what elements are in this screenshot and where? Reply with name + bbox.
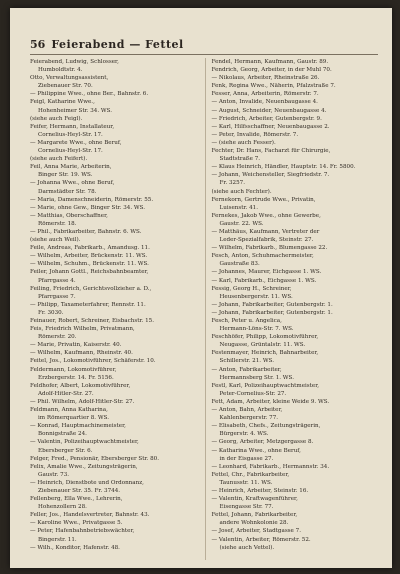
entry-continuation-line: Binger Str. 19. WS. [38,172,93,179]
entry-line: Feierabend, Ludwig, Schlosser, [30,59,119,65]
directory-entry [30,455,197,463]
directory-entry [212,317,379,333]
directory-entry [30,123,197,139]
entry-continuation-line: Gaustraße 83. [219,261,260,268]
entry-continuation-line: Kahlenbergerstr. 77. [219,415,279,422]
entry-line: Fesch, Peter u. Angelica, [211,318,282,324]
entry-continuation-line: im Römerquartier 8. WS. [38,415,110,422]
entry-line: — Maria, Damenschneiderin, Römerstr. 55. [30,196,154,203]
entry-line: — Johanna Wwe., ohne Beruf, [30,180,115,187]
entry-line: Feiler, Johann Gottl., Reichsbahnbeamter, [30,269,149,276]
entry-line: — Karoline Wwe., Privatgasse 5. [30,520,123,527]
directory-entry [212,90,379,98]
directory-entry [30,285,197,301]
directory-entry [212,163,379,171]
entry-line: Fernekes, Jakob Wwe., ohne Gewerbe, [211,212,321,219]
directory-entry [30,98,197,114]
entry-line: — Elisabeth, Chefs., Zeitungsträgerin, [211,423,321,430]
entry-line: — Heinrich, Dienstbote und Ordonnanz, [30,479,144,486]
directory-entry [212,349,379,365]
entry-line: (siehe auch Fechter). [211,188,272,195]
directory-entry [212,406,379,422]
entry-continuation-line: andere Wohnkolonie 28. [219,520,289,527]
directory-entry [212,301,379,309]
directory-entry [212,196,379,212]
directory-entry [212,131,379,139]
entry-continuation-line: Gaustr. 22. WS. [219,220,264,227]
directory-entry [30,544,197,552]
directory-entry [30,438,197,454]
entry-line: Feiling, Friedrich, Gerichtsvollzieher a. D., [30,285,152,292]
entry-continuation-line: Hermannsberg Str. 1. WS. [219,374,294,381]
directory-entry [30,527,197,543]
directory-entry [212,487,379,495]
directory-entry [30,519,197,527]
entry-line: — Valentin, Kraftwagenführer, [211,496,298,503]
entry-line: — Johann, Weichensteller, Siegfriedstr. 7. [211,172,330,179]
directory-entry [30,90,197,98]
directory-entry [30,260,197,268]
entry-line: — Margarete Wwe., ohne Beruf, [30,139,122,146]
entry-line: — August, Schneider, Neuenbaugasse 4. [211,107,327,114]
entry-line: Feldmann, Anna Katharina, [30,407,108,414]
directory-entry [212,123,379,131]
directory-entry [212,268,379,276]
running-title: Feierabend — Fettel [51,38,184,51]
entry-continuation-line: Bonnigstraße 24. [38,431,87,438]
entry-continuation-line: Fr. 3257. [219,180,246,187]
entry-line: Feifer, Hermann, Installateur, [30,123,115,130]
directory-entry [212,212,379,228]
entry-line: — Philipp, Taxameterfahrer, Rennstr. 11. [30,301,146,308]
entry-line: Felger, Fred., Pensionär, Ebersberger Str. 80. [30,455,159,462]
directory-entry [212,171,379,187]
entry-line: — Karl, Hilfsschaffner, Neuenbaugasse 2. [211,123,330,130]
entry-line: Festenmayer, Heinrich, Bahnarbeiter, [211,350,319,357]
directory-entry [212,309,379,317]
entry-continuation-line: Erzbergerstr. 14. Fr. 5156. [38,374,114,381]
directory-entry [30,495,197,511]
entry-continuation-line: Gaustr. 73. [38,471,70,478]
directory-entry [30,479,197,495]
entry-continuation-line: Adolf-Hitler-Str. 27. [38,390,94,397]
entry-continuation-line: Cornelius-Heyl-Str. 17. [38,148,103,155]
entry-continuation-line: Stadtstraße 7. [219,156,261,163]
directory-entry [212,527,379,535]
directory-page [10,8,392,568]
directory-entry [30,204,197,212]
entry-line: Fechter, Dr. Hans, Facharzt für Chirurgie, [211,148,331,155]
entry-line: Feinauer, Robert, Schreiner, Eisbachstr. 15. [30,318,154,324]
entry-continuation-line: Bürgerstr. 4. WS. [219,431,269,438]
entry-line: — Heinrich, Arbeiter, Steinstr. 16. [211,487,309,494]
directory-entry [30,74,197,90]
directory-entry [212,366,379,382]
entry-line: — Johann, Fabrikarbeiter, Gutenbergstr. 1. [211,301,333,308]
entry-continuation-line: Leder-Spezialfabrik, Steinstr. 27. [219,237,314,244]
directory-entry [30,236,197,244]
directory-entry [212,107,379,115]
entry-line: — Phil., Fabrikarbeiter, Bahnstr. 6. WS. [30,228,142,235]
entry-line: (siehe auch Feigl). [30,115,83,122]
entry-continuation-line: in der Eisgasse 27. [219,455,274,462]
directory-entry [212,139,379,147]
entry-continuation-line: Pfarrgasse 4. [38,277,76,284]
entry-line: Otto, Verwaltungsassistent, [30,75,109,82]
directory-entry [212,382,379,398]
directory-entry [30,179,197,195]
directory-entry [212,438,379,446]
entry-continuation-line: Römerstr. 18. [38,220,77,227]
entry-continuation-line: Römerstr. 20. [38,334,77,341]
entry-continuation-line: (siehe auch Vettel). [219,544,275,551]
entry-continuation-line: Bingerstr. 11. [38,536,77,543]
directory-entry [212,447,379,463]
entry-line: — Friedrich, Arbeiter, Gutenbergstr. 9. [211,115,322,122]
directory-entry [30,317,197,325]
directory-entry [212,252,379,268]
directory-entry [212,277,379,285]
directory-entry [30,301,197,317]
entry-continuation-line: Fr. 3030. [38,309,64,316]
entry-line: Fettel, Chr., Fabrikarbeiter, [211,471,290,478]
directory-entry [30,341,197,349]
entry-line: — Leonhard, Fabrikarb., Hermannstr. 34. [211,463,330,470]
column-left [30,58,197,560]
directory-entry [212,285,379,301]
directory-entry [212,115,379,123]
directory-entry [30,382,197,398]
entry-line: — Georg, Arbeiter, Metzgergasse 8. [211,439,314,446]
directory-entry [30,212,197,228]
directory-entry [30,406,197,422]
directory-entry [30,139,197,155]
entry-line: — Philippine Wwe., ohne Ber., Bahnstr. 6. [30,91,149,98]
entry-continuation-line: Neugasse, Grüntalstr. 11. WS. [219,342,306,349]
entry-line: Fettel, Johann, Fabrikarbeiter, [211,512,298,519]
directory-entry [30,398,197,406]
directory-entry [30,115,197,123]
directory-entry [30,252,197,260]
directory-entry [212,82,379,90]
entry-line: Fellenberg, Ella Wwe., Lehrerin, [30,496,123,503]
entry-line: — Johannes, Maurer, Eichgasse 1. WS. [211,269,322,276]
entry-line: — Klaus Heinrich, Händler, Hauptstr. 14. Fr. 5800. [211,164,356,171]
directory-entry [30,228,197,236]
directory-entry [212,398,379,406]
entry-line: Fernekorn, Gertrude Wwe., Privatin, [211,196,316,203]
directory-entry [212,98,379,106]
entry-line: Festl, Karl, Polizeihauptwachtmeister, [211,382,320,389]
directory-entry [212,511,379,527]
entry-line: — Wilhelm, Fabrikarb., Blumengasse 22. [211,245,328,252]
entry-line: Feldermann, Lokomotivführer, [30,366,117,373]
entry-line: — Peter, Invalide, Römerstr. 7. [211,131,299,138]
directory-entry [212,495,379,511]
entry-continuation-line: Cornelius-Heyl-Str. 17. [38,131,103,138]
directory-entry [212,471,379,487]
entry-continuation-line: Hohenheimer Str. 34. WS. [38,107,113,114]
directory-entry [212,333,379,349]
entry-line: — Peter, Hafenbahnbetriebswächter, [30,528,135,535]
entry-line: Fenk, Regina Wwe., Näherin, Pfalzstraße 7. [211,83,336,90]
entry-line: Feil, Anna Marie, Arbeiterin, [30,164,112,171]
entry-line: — Phil. Wilhelm, Adolf-Hitler-Str. 27. [30,398,135,405]
entry-line: — Johann, Fabrikarbeiter, Gutenbergstr. 1. [211,309,333,316]
entry-line: — Anton, Invalide, Neuenbaugasse 4. [211,99,318,106]
entry-line: Feldhofer, Albert, Lokomotivführer, [30,382,131,389]
entry-line: (siehe auch Feifert). [30,156,88,163]
entry-continuation-line: Luisenstr. 41. [219,204,259,211]
entry-line: Felix, Amalie Wwe., Zeitungsträgerin, [30,463,138,470]
directory-entry [30,325,197,341]
directory-columns [30,58,378,560]
entry-line: Feigl, Katharine Wwe., [30,99,95,106]
entry-line: — Wilhelm, Kaufmann, Rheinstr. 40. [30,350,133,357]
directory-entry [30,463,197,479]
entry-line: — Katharina Wwe., ohne Beruf, [211,447,301,454]
entry-line: — Wilhelm, Arbeiter, Brückenstr. 11. WS. [30,253,148,260]
entry-line: Fesch, Anton, Schuhmachermeister, [211,253,314,260]
directory-entry [212,228,379,244]
directory-entry [212,74,379,82]
entry-line: — Wilhelm, Schuhm., Brückenstr. 11. WS. [30,261,149,268]
entry-line: — (siehe auch Fesser). [211,139,276,146]
directory-entry [212,188,379,196]
directory-entry [30,155,197,163]
entry-continuation-line: Heusenbergerstr. 11. WS. [219,293,293,300]
directory-entry [212,147,379,163]
entry-continuation-line: Hermann-Löns-Str. 7. WS. [219,326,294,333]
directory-entry [30,422,197,438]
entry-line: Fendel, Hermann, Kaufmann, Gaustr. 89. [211,59,329,65]
entry-line: — Marie, ohne Gew., Binger Str. 34. WS. [30,204,146,211]
directory-entry [212,536,379,552]
entry-line: Feschhöfer, Philipp, Lokomotivführer, [211,334,319,341]
directory-entry [30,196,197,204]
directory-entry [212,463,379,471]
entry-line: — Matthäus, Kaufmann, Vertreter der [211,228,320,235]
entry-line: — Konrad, Hauptmachinemeister, [30,423,126,430]
entry-line: — Anton, Fabrikarbeiter, [211,366,282,373]
entry-continuation-line: Ziebenauer Str. 70. [38,83,93,90]
directory-entry [30,357,197,365]
entry-line: Fendrich, Georg, Arbeiter, in der Muhl 70. [211,67,332,74]
entry-line: — Anton, Bahn, Arbeiter, [211,407,283,414]
page-header [30,38,378,55]
entry-line: Feller, Jos., Handelsvertreter, Bahnstr. 43. [30,512,150,519]
directory-entry [212,422,379,438]
directory-entry [212,66,379,74]
entry-line: — Josef, Arbeiter, Stadtgasse 7. [211,528,301,535]
entry-line: Fett, Adam, Arbeiter, kleine Weide 9. WS. [211,398,330,405]
entry-continuation-line: Schillerstr. 21. WS. [219,358,274,365]
entry-line: (siehe auch Weil). [30,237,81,244]
directory-entry [212,244,379,252]
entry-line: — Matthias, Oberschaffner, [30,212,108,219]
entry-continuation-line: Taunusstr. 11. WS. [219,479,273,486]
directory-entry [30,268,197,284]
page-number: 56 [30,38,46,51]
entry-line: — Wilh., Konditor, Hafenstr. 48. [30,544,120,551]
entry-line: — Karl, Fabrikarb., Eichgasse 1. WS. [211,277,317,284]
entry-continuation-line: Eisengasse Str. 77. [219,504,274,511]
entry-line: Fesser, Anna, Arbeiterin, Römerstr. 7. [211,91,319,98]
directory-entry [30,511,197,519]
entry-continuation-line: Ebersberger Str. 6. [38,447,93,454]
entry-line: Fessig, Georg H., Schreiner, [211,285,292,292]
entry-line: — Valentin, Arbeiter, Römerstr. 52. [211,536,311,543]
entry-line: Feile, Andreas, Fabrikarb., Amandusg. 11. [30,245,150,252]
entry-line: — Valentin, Polizeihauptwachtmeister, [30,439,139,446]
entry-line: Feis, Friedrich Wilhelm, Privatmann, [30,326,135,333]
entry-continuation-line: Humboldtstr. 4. [38,67,83,74]
directory-entry [212,58,379,66]
directory-entry [30,163,197,179]
entry-line: — Marie, Privatin, Kaiserstr. 40. [30,342,122,349]
entry-continuation-line: Darmstädter Str. 78. [38,188,97,195]
entry-line: — Nikolaus, Arbeiter, Rheinstraße 26. [211,75,320,82]
column-right [205,58,379,560]
directory-entry [30,244,197,252]
entry-continuation-line: Pfarrgasse 7. [38,293,76,300]
directory-entry [30,366,197,382]
directory-entry [30,58,197,74]
entry-continuation-line: Peter-Cornelius-Str. 27. [219,390,287,397]
entry-continuation-line: Hohenzollern 28. [38,504,87,511]
directory-entry [30,349,197,357]
entry-continuation-line: Ziebenauer Str. 35. Fr. 3744. [38,487,121,494]
entry-line: Feitel, Jos., Lokomotivführer, Schäferstr. 10. [30,358,156,365]
